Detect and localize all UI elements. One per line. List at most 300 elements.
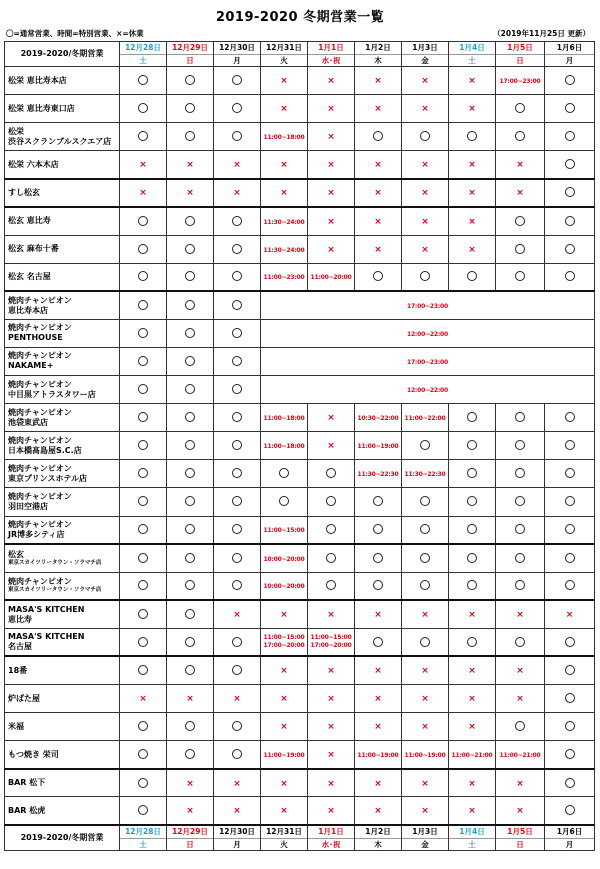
closed-cross-icon: × (468, 806, 476, 817)
open-circle-icon (565, 271, 575, 281)
status-open (120, 628, 167, 656)
open-circle-icon (185, 328, 195, 338)
day-date: 1月3日 (402, 826, 448, 839)
closed-cross-icon: × (374, 188, 382, 199)
store-name-line: MASA'S KITCHEN (8, 632, 85, 642)
day-header (120, 825, 167, 851)
special-hours: 17:00~23:00 (406, 358, 449, 366)
closed-cross-icon: × (233, 188, 241, 199)
status-open (214, 95, 261, 123)
status-special-hours (308, 628, 355, 656)
store-name (5, 488, 120, 516)
day-date: 1月5日 (496, 826, 544, 839)
day-weekday: 日 (516, 840, 524, 850)
status-open (167, 628, 214, 656)
open-circle-icon (515, 216, 525, 226)
open-circle-icon (565, 131, 575, 141)
status-closed (449, 179, 496, 207)
status-closed (402, 207, 449, 235)
status-closed (449, 151, 496, 179)
table-row (5, 516, 595, 544)
open-circle-icon (185, 721, 195, 731)
day-weekday: 月 (565, 840, 574, 850)
status-open (496, 516, 545, 544)
status-open (120, 600, 167, 628)
open-circle-icon (138, 412, 148, 422)
open-circle-icon (232, 412, 242, 422)
status-closed (308, 685, 355, 713)
status-open (308, 488, 355, 516)
store-name-line: 焼肉チャンピオン (8, 323, 72, 333)
open-circle-icon (138, 805, 148, 815)
table-row (5, 544, 595, 572)
closed-cross-icon: × (421, 722, 429, 733)
open-circle-icon (420, 440, 430, 450)
open-circle-icon (279, 496, 289, 506)
status-open (545, 95, 595, 123)
status-open (496, 123, 545, 151)
closed-cross-icon: × (280, 610, 288, 621)
day-date: 12月29日 (167, 826, 213, 839)
closed-cross-icon: × (468, 610, 476, 621)
status-open (496, 404, 545, 432)
store-name (5, 263, 120, 291)
status-closed (308, 741, 355, 769)
day-weekday: 月 (233, 56, 241, 65)
status-closed (449, 656, 496, 684)
open-circle-icon (138, 721, 148, 731)
status-closed (308, 151, 355, 179)
day-header (496, 42, 545, 67)
day-weekday: 月 (233, 840, 241, 850)
closed-cross-icon: × (468, 778, 476, 789)
closed-cross-icon: × (327, 244, 335, 255)
store-name-line: もつ焼き 栄司 (8, 749, 59, 759)
closed-cross-icon: × (516, 188, 524, 199)
open-circle-icon (138, 749, 148, 759)
status-open (214, 713, 261, 741)
open-circle-icon (279, 468, 289, 478)
closed-cross-icon: × (327, 216, 335, 227)
status-open (402, 628, 449, 656)
day-header (449, 825, 496, 851)
day-weekday: 日 (186, 56, 194, 65)
store-name-line: NAKAME+ (8, 361, 54, 371)
open-circle-icon (565, 468, 575, 478)
status-closed (261, 685, 308, 713)
table-row (5, 769, 595, 797)
status-open (120, 572, 167, 600)
open-circle-icon (185, 384, 195, 394)
open-circle-icon (515, 496, 525, 506)
status-closed (308, 123, 355, 151)
day-weekday: 火 (280, 56, 288, 65)
status-closed (402, 600, 449, 628)
open-circle-icon (232, 216, 242, 226)
special-hours: 11:30~24:00 (263, 246, 305, 254)
status-closed (449, 713, 496, 741)
store-name-line: 松栄 (8, 126, 24, 136)
store-name (5, 460, 120, 488)
open-circle-icon (138, 553, 148, 563)
status-open (545, 67, 595, 95)
open-circle-icon (138, 524, 148, 534)
status-open (214, 376, 261, 404)
status-closed (214, 179, 261, 207)
status-open (496, 235, 545, 263)
day-date: 1月1日 (308, 42, 354, 55)
closed-cross-icon: × (516, 806, 524, 817)
closed-cross-icon: × (421, 216, 429, 227)
status-closed (449, 797, 496, 825)
open-circle-icon (467, 468, 477, 478)
store-name-line: 米福 (8, 721, 24, 731)
status-open (545, 488, 595, 516)
status-closed (355, 67, 402, 95)
special-hours: 11:30~22:30 (404, 471, 446, 479)
open-circle-icon (565, 749, 575, 759)
status-closed (496, 151, 545, 179)
open-circle-icon (515, 468, 525, 478)
status-open (545, 685, 595, 713)
open-circle-icon (565, 159, 575, 169)
store-name-line: MASA'S KITCHEN (8, 604, 85, 614)
status-special-hours (261, 432, 308, 460)
closed-cross-icon: × (468, 694, 476, 705)
day-weekday: 日 (516, 56, 524, 65)
status-open (120, 207, 167, 235)
status-closed (355, 95, 402, 123)
day-weekday: 土 (468, 840, 476, 850)
closed-cross-icon: × (421, 160, 429, 171)
status-open (120, 291, 167, 319)
table-row (5, 291, 595, 319)
store-name (5, 741, 120, 769)
store-name (5, 235, 120, 263)
status-open (120, 797, 167, 825)
status-open (496, 544, 545, 572)
closed-cross-icon: × (280, 160, 288, 171)
status-closed (261, 67, 308, 95)
open-circle-icon (565, 496, 575, 506)
table-row (5, 151, 595, 179)
status-special-hours (308, 263, 355, 291)
status-open (545, 432, 595, 460)
table-row (5, 797, 595, 825)
closed-cross-icon: × (280, 104, 288, 115)
status-open (308, 460, 355, 488)
special-hours: 17:00~20:00 (263, 642, 305, 650)
day-weekday: 日 (186, 840, 194, 850)
status-closed (261, 656, 308, 684)
closed-cross-icon: × (327, 413, 335, 424)
status-open (355, 572, 402, 600)
store-name-line: 東京スカイツリータウン・ソラマチ店 (8, 587, 102, 594)
open-circle-icon (420, 524, 430, 534)
store-name-line: PENTHOUSE (8, 333, 63, 343)
closed-cross-icon: × (327, 750, 335, 761)
status-open (120, 432, 167, 460)
store-name-line: 渋谷スクランブルスクエア店 (8, 136, 112, 146)
open-circle-icon (138, 103, 148, 113)
status-open (449, 460, 496, 488)
status-closed (355, 769, 402, 797)
day-date: 1月2日 (355, 42, 401, 55)
status-closed (496, 656, 545, 684)
open-circle-icon (373, 580, 383, 590)
closed-cross-icon: × (233, 160, 241, 171)
open-circle-icon (565, 216, 575, 226)
closed-cross-icon: × (186, 160, 194, 171)
status-open (120, 713, 167, 741)
special-hours: 11:00~19:00 (357, 752, 399, 760)
status-open (214, 291, 261, 319)
status-closed (214, 600, 261, 628)
status-open (402, 544, 449, 572)
open-circle-icon (185, 216, 195, 226)
day-weekday: 火 (280, 840, 288, 850)
open-circle-icon (373, 553, 383, 563)
day-date: 1月2日 (355, 826, 401, 839)
status-open (449, 572, 496, 600)
table-row (5, 67, 595, 95)
status-open (402, 263, 449, 291)
store-name-line: 恵比寿 (8, 614, 32, 624)
closed-cross-icon: × (327, 610, 335, 621)
open-circle-icon (420, 496, 430, 506)
day-weekday: 土 (139, 840, 147, 850)
status-open (545, 460, 595, 488)
closed-cross-icon: × (327, 104, 335, 115)
open-circle-icon (185, 609, 195, 619)
special-hours: 11:00~18:00 (263, 443, 305, 451)
closed-cross-icon: × (468, 188, 476, 199)
store-name-line: 焼肉チャンピオン (8, 407, 72, 417)
status-special-hours (355, 741, 402, 769)
status-open (545, 656, 595, 684)
status-open (308, 572, 355, 600)
store-name-line: 東京スカイツリータウン・ソラマチ店 (8, 559, 102, 566)
status-closed (214, 769, 261, 797)
table-row (5, 404, 595, 432)
status-open (214, 347, 261, 375)
status-open (402, 572, 449, 600)
day-header (167, 825, 214, 851)
status-open (120, 376, 167, 404)
status-closed (402, 769, 449, 797)
status-open (496, 713, 545, 741)
store-name-line: 日本橋髙島屋S.C.店 (8, 445, 82, 455)
closed-cross-icon: × (468, 666, 476, 677)
open-circle-icon (138, 609, 148, 619)
status-closed (355, 600, 402, 628)
status-special-hours (402, 741, 449, 769)
closed-cross-icon: × (186, 806, 194, 817)
closed-cross-icon: × (327, 806, 335, 817)
closed-cross-icon: × (374, 160, 382, 171)
open-circle-icon (565, 805, 575, 815)
status-open (167, 347, 214, 375)
open-circle-icon (138, 216, 148, 226)
closed-cross-icon: × (280, 806, 288, 817)
open-circle-icon (185, 412, 195, 422)
open-circle-icon (138, 496, 148, 506)
open-circle-icon (232, 553, 242, 563)
table-row (5, 319, 595, 347)
status-closed (355, 207, 402, 235)
status-open (496, 432, 545, 460)
status-open (214, 544, 261, 572)
open-circle-icon (467, 553, 477, 563)
status-open (120, 769, 167, 797)
status-open (261, 460, 308, 488)
status-closed (214, 797, 261, 825)
open-circle-icon (565, 187, 575, 197)
status-open (167, 235, 214, 263)
open-circle-icon (565, 721, 575, 731)
status-closed (308, 600, 355, 628)
day-date: 12月28日 (120, 826, 166, 839)
table-row (5, 432, 595, 460)
special-hours: 11:00~18:00 (263, 415, 305, 423)
open-circle-icon (373, 637, 383, 647)
open-circle-icon (138, 75, 148, 85)
closed-cross-icon: × (565, 610, 574, 621)
store-name (5, 432, 120, 460)
status-closed (402, 235, 449, 263)
status-open (167, 432, 214, 460)
status-open (214, 123, 261, 151)
status-open (167, 67, 214, 95)
status-open (449, 516, 496, 544)
day-header (449, 42, 496, 67)
special-hours: 11:00~20:00 (310, 274, 352, 282)
table-row (5, 741, 595, 769)
table-row (5, 488, 595, 516)
updated-date: （2019年11月25日 更新） (493, 29, 590, 38)
status-open (167, 516, 214, 544)
open-circle-icon (515, 580, 525, 590)
table-row (5, 347, 595, 375)
top-header-row (5, 42, 595, 67)
closed-cross-icon: × (327, 778, 335, 789)
special-hours: 11:00~19:00 (357, 443, 399, 451)
store-name-line: 松玄 恵比寿 (8, 216, 51, 226)
closed-cross-icon: × (468, 76, 476, 87)
store-name (5, 376, 120, 404)
status-open (214, 207, 261, 235)
open-circle-icon (467, 131, 477, 141)
store-name (5, 628, 120, 656)
open-circle-icon (565, 103, 575, 113)
status-open (261, 488, 308, 516)
open-circle-icon (565, 412, 575, 422)
special-hours: 11:30~22:30 (357, 471, 399, 479)
status-open (214, 319, 261, 347)
status-special-hours (261, 741, 308, 769)
open-circle-icon (565, 580, 575, 590)
table-row (5, 179, 595, 207)
open-circle-icon (185, 468, 195, 478)
open-circle-icon (138, 778, 148, 788)
closed-cross-icon: × (374, 806, 382, 817)
open-circle-icon (565, 244, 575, 254)
status-open (355, 544, 402, 572)
open-circle-icon (185, 300, 195, 310)
closed-cross-icon: × (516, 610, 524, 621)
status-open (214, 432, 261, 460)
status-special-hours (261, 544, 308, 572)
status-open (449, 544, 496, 572)
day-weekday: 木 (374, 56, 382, 65)
special-hours: 10:00~20:00 (263, 555, 305, 563)
open-circle-icon (326, 553, 336, 563)
status-closed (308, 769, 355, 797)
status-open (167, 572, 214, 600)
open-circle-icon (185, 75, 195, 85)
status-closed (261, 151, 308, 179)
status-closed (120, 685, 167, 713)
legend-text: 〇=通常営業、時間=特別営業、×=休業 (6, 29, 144, 38)
day-header (308, 42, 355, 67)
status-closed (308, 432, 355, 460)
status-open (545, 235, 595, 263)
store-name-line: 恵比寿本店 (8, 305, 48, 315)
status-closed (355, 713, 402, 741)
closed-cross-icon: × (186, 694, 194, 705)
open-circle-icon (515, 721, 525, 731)
store-name (5, 713, 120, 741)
open-circle-icon (185, 637, 195, 647)
open-circle-icon (515, 244, 525, 254)
status-open (167, 404, 214, 432)
open-circle-icon (138, 665, 148, 675)
status-open (545, 151, 595, 179)
status-open (214, 628, 261, 656)
status-special-hours (261, 628, 308, 656)
status-open (214, 404, 261, 432)
special-hours: 11:00~18:00 (263, 134, 305, 142)
open-circle-icon (515, 524, 525, 534)
table-row (5, 95, 595, 123)
closed-cross-icon: × (421, 694, 429, 705)
store-name (5, 347, 120, 375)
status-open (449, 432, 496, 460)
status-closed (355, 235, 402, 263)
special-hours: 11:00~21:00 (451, 752, 493, 760)
open-circle-icon (515, 440, 525, 450)
status-open (449, 263, 496, 291)
status-special-hours (261, 207, 308, 235)
store-name-line: BAR 松虎 (8, 805, 46, 815)
special-hours: 11:00~19:00 (263, 752, 305, 760)
status-closed (355, 656, 402, 684)
status-open (214, 741, 261, 769)
open-circle-icon (232, 300, 242, 310)
status-open (402, 432, 449, 460)
store-name (5, 516, 120, 544)
open-circle-icon (467, 524, 477, 534)
status-closed (167, 151, 214, 179)
special-hours: 11:00~15:00 (310, 634, 352, 642)
day-header (402, 42, 449, 67)
closed-cross-icon: × (327, 76, 335, 87)
open-circle-icon (232, 271, 242, 281)
status-open (355, 628, 402, 656)
status-closed (261, 95, 308, 123)
status-open (120, 67, 167, 95)
status-open (545, 207, 595, 235)
